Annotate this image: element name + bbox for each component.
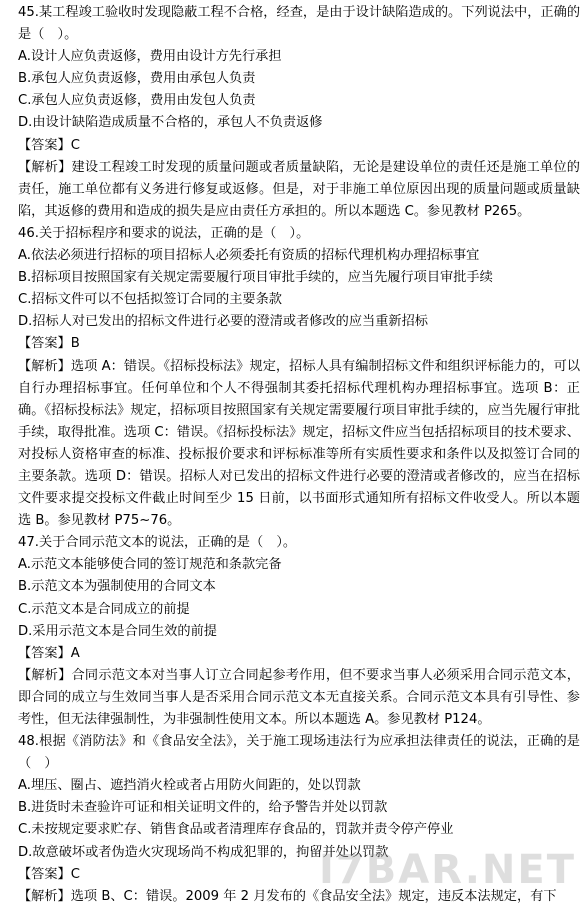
site-watermark: I7BAR.NET bbox=[319, 846, 576, 893]
question-46 bbox=[18, 223, 580, 532]
answer-label: 【答案】B bbox=[18, 336, 80, 352]
option-a: A.埋压、圈占、遮挡消火栓或者占用防火间距的，处以罚款 bbox=[18, 778, 361, 794]
option-d: D.采用示范文本是合同生效的前提 bbox=[18, 623, 217, 639]
answer-label: 【答案】C bbox=[18, 866, 80, 882]
analysis-text: 【解析】选项 B、C：错误。2009 年 2 月发布的《食品安全法》规定，违反本法规定，有下 bbox=[18, 888, 557, 904]
analysis-text: 【解析】选项 A：错误。《招标投标法》规定，招标人具有编制招标文件和组织评标能力的，可以自行办理招标事宜。任何单位和个人不得强制其委托招标代理机构办理招标事宜。选项 B：正确。《招标投标法》规定，招标项目按照国家有关规定需要履行项目审批手续的，应当先履行审批手续，取得批准。选项 C：错误。《招标投标法》规定，招标文件应当包括招标项目的技术要求、对投标人资格审查的标准、投标报价要求和评标标准等所有实质性要求和条件以及拟签订合同的主要条款。选项 D：错误。招标人对已发出的招标文件进行必要的澄清或者修改的，应当在招标文件要求提交投标文件截止时间至少 15 日前，以书面形式通知所有招标文件收受人。所以本题选 B。参见教材 P75~76。 bbox=[18, 358, 581, 529]
question-stem: 45.某工程竣工验收时发现隐蔽工程不合格，经查，是由于设计缺陷造成的。下列说法中，正确的是（ ）。 bbox=[18, 5, 580, 43]
option-b: B.示范文本为强制使用的合同文本 bbox=[18, 579, 216, 595]
answer-label: 【答案】C bbox=[18, 137, 80, 153]
question-stem: 46.关于招标程序和要求的说法，正确的是（ ）。 bbox=[18, 225, 310, 241]
option-c: C.未按规定要求贮存、销售食品或者清理库存食品的，罚款并责令停产停业 bbox=[18, 822, 454, 838]
option-d: D.招标人对已发出的招标文件进行必要的澄清或者修改的应当重新招标 bbox=[18, 314, 428, 330]
question-47 bbox=[18, 532, 580, 731]
answer-label: 【答案】A bbox=[18, 645, 80, 661]
analysis-text: 【解析】合同示范文本对当事人订立合同起参考作用，但不要求当事人必须采用合同示范文本，即合同的成立与生效同当事人是否采用合同示范文本无直接关系。合同示范文本具有引导性、参考性，但无法律强制性，为非强制性使用文本。所以本题选 A。参见教材 P124。 bbox=[18, 667, 580, 727]
option-a: A.示范文本能够使合同的签订规范和条款完备 bbox=[18, 557, 282, 573]
option-a: A.设计人应负责返修，费用由设计方先行承担 bbox=[18, 49, 282, 65]
question-stem: 48.根据《消防法》和《食品安全法》，关于施工现场违法行为应承担法律责任的说法，正确的是（ ） bbox=[18, 734, 580, 772]
question-stem: 47.关于合同示范文本的说法，正确的是（ ）。 bbox=[18, 535, 297, 551]
question-45 bbox=[18, 2, 580, 223]
option-b: B.承包人应负责返修，费用由承包人负责 bbox=[18, 71, 256, 87]
option-b: B.招标项目按照国家有关规定需要履行项目审批手续的，应当先履行项目审批手续 bbox=[18, 270, 493, 286]
option-c: C.承包人应负责返修，费用由发包人负责 bbox=[18, 93, 256, 109]
option-d: D.由设计缺陷造成质量不合格的，承包人不负责返修 bbox=[18, 115, 323, 131]
option-c: C.招标文件可以不包括拟签订合同的主要条款 bbox=[18, 292, 282, 308]
option-b: B.进货时未查验许可证和相关证明文件的，给予警告并处以罚款 bbox=[18, 800, 388, 816]
option-a: A.依法必须进行招标的项目招标人必须委托有资质的招标代理机构办理招标事宜 bbox=[18, 248, 480, 264]
option-c: C.示范文本是合同成立的前提 bbox=[18, 601, 190, 617]
option-d: D.故意破坏或者伪造火灾现场尚不构成犯罪的，拘留并处以罚款 bbox=[18, 844, 389, 860]
question-48 bbox=[18, 731, 580, 908]
analysis-text: 【解析】建设工程竣工时发现的质量问题或者质量缺陷，无论是建设单位的责任还是施工单位的责任，施工单位都有义务进行修复或返修。但是，对于非施工单位原因出现的质量问题或质量缺陷，其返修的费用和造成的损失是应由责任方承担的。所以本题选 C。参见教材 P265。 bbox=[18, 159, 580, 219]
